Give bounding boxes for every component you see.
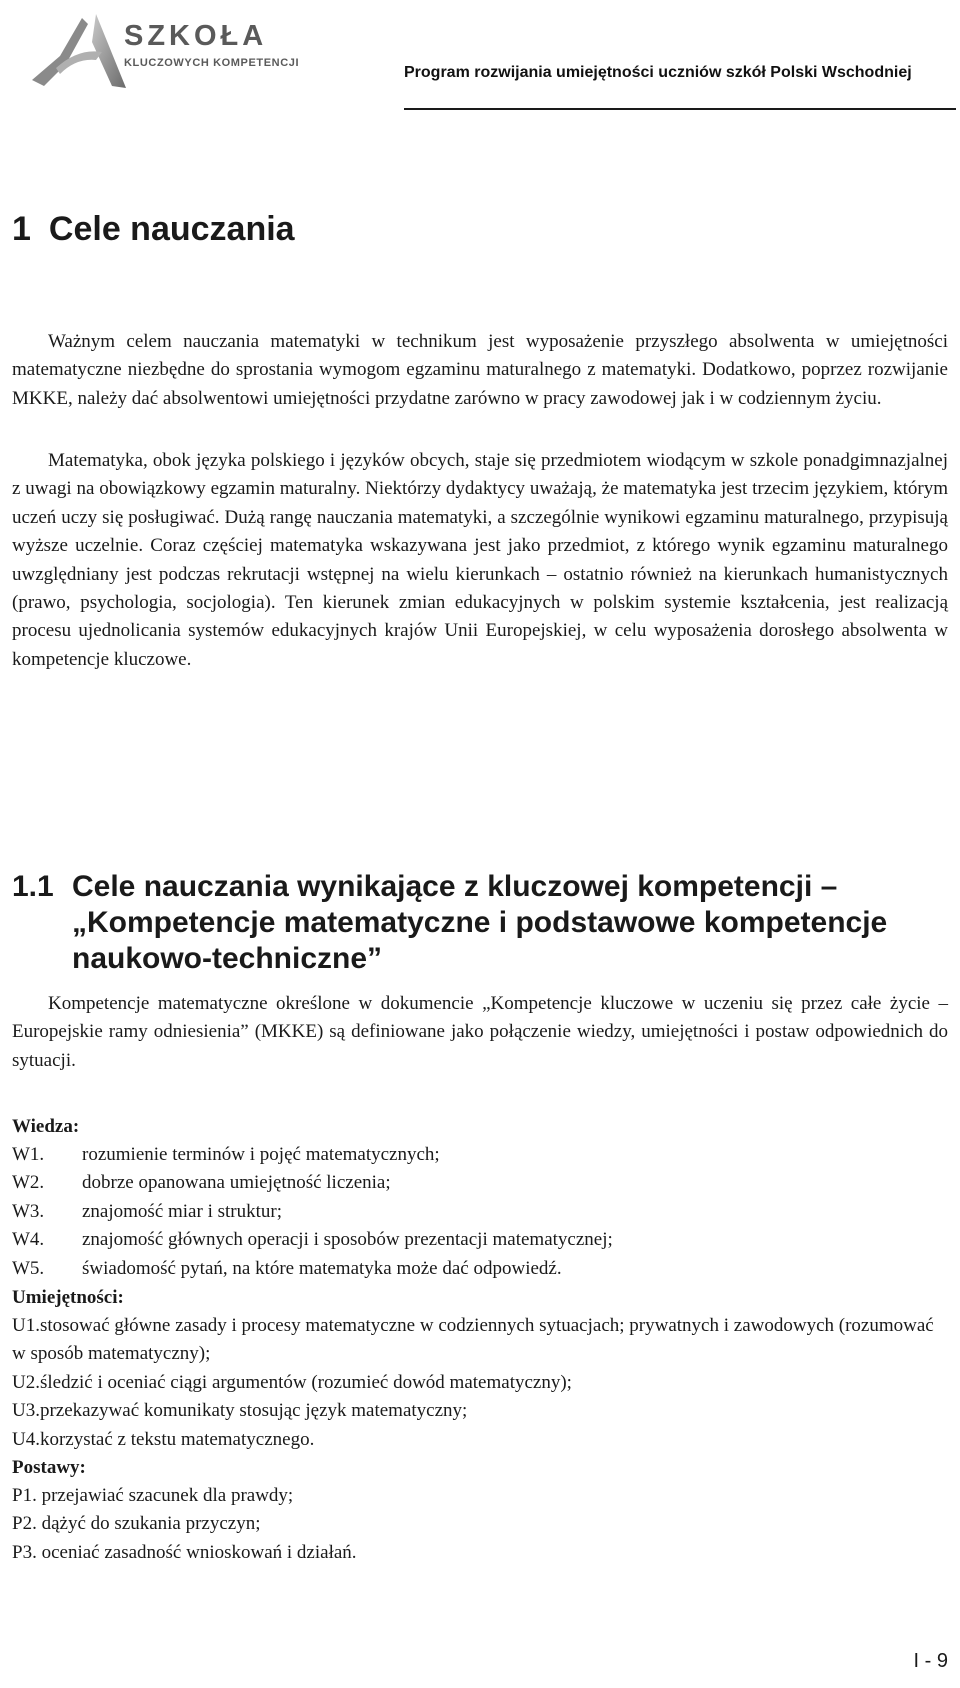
- item-code: U1.: [12, 1315, 40, 1336]
- section-1-1-number: 1.1: [12, 870, 54, 903]
- section-1-1-intro: Kompetencje matematyczne określone w dokumencie „Kompetencje kluczowe w uczeniu się przez całe życie – Europejskie ramy odniesienia” (MKKE) są definiowane jako połączenie wiedzy, umiejętności i postaw odpowiednich do sytuacji.: [12, 993, 948, 1071]
- page-number: I - 9: [913, 1650, 948, 1672]
- item-text: przekazywać komunikaty stosując język matematyczny;: [39, 1400, 468, 1422]
- list-item: [12, 1482, 948, 1510]
- list-item: [12, 1426, 948, 1454]
- list-item: [12, 1539, 948, 1567]
- list-item: [12, 1169, 948, 1197]
- item-text: dążyć do szukania przyczyn;: [41, 1513, 261, 1535]
- item-text: śledzić i oceniać ciągi argumentów (rozumieć dowód matematyczny);: [39, 1371, 572, 1393]
- wiedza-label: Wiedza:: [12, 1116, 80, 1137]
- school-logo-icon: [26, 8, 130, 96]
- header-divider: [404, 108, 956, 110]
- item-code: P2.: [12, 1513, 37, 1535]
- umiejetnosci-list: [12, 1312, 948, 1454]
- item-text: korzystać z tekstu matematycznego.: [39, 1428, 315, 1450]
- list-item: [12, 1397, 948, 1425]
- item-text: rozumienie terminów i pojęć matematycznych;: [82, 1144, 440, 1165]
- postawy-label: Postawy:: [12, 1457, 86, 1478]
- item-code: W3.: [12, 1200, 45, 1222]
- item-code: W1.: [12, 1144, 45, 1165]
- item-code: P1.: [12, 1485, 37, 1506]
- item-code: W2.: [12, 1172, 45, 1194]
- item-code: U2.: [12, 1371, 40, 1393]
- list-item: [12, 1198, 948, 1226]
- item-text: znajomość głównych operacji i sposobów prezentacji matematycznej;: [82, 1229, 613, 1251]
- list-item: [12, 1226, 948, 1254]
- item-text: stosować główne zasady i procesy matematyczne w codziennych sytuacjach; prywatnych i zawodowych (rozumować w sposób matematyczny);: [12, 1315, 934, 1365]
- section-1-1-title: Cele nauczania wynikające z kluczowej kompetencji – „Kompetencje matematyczne i podstawowe kompetencje naukowo-techniczne”: [72, 870, 888, 975]
- item-text: oceniać zasadność wnioskowań i działań.: [41, 1541, 357, 1563]
- section-1-heading: [12, 210, 295, 249]
- item-code: P3.: [12, 1541, 37, 1563]
- brand-subtitle: KLUCZOWYCH KOMPETENCJI: [124, 57, 300, 69]
- postawy-list: [12, 1482, 948, 1567]
- section-1-title: Cele nauczania: [48, 210, 295, 248]
- wiedza-list: [12, 1141, 948, 1283]
- section-1-paragraph-1: Ważnym celem nauczania matematyki w technikum jest wyposażenie przyszłego absolwenta w umiejętności matematyczne niezbędne do sprostania wymogom egzaminu maturalnego z matematyki. Dodatkowo, poprzez rozwijanie MKKE, należy dać absolwentowi umiejętności przydatne zarówno w pracy zawodowej jak i w codziennym życiu.: [12, 331, 948, 409]
- item-code: U3.: [12, 1400, 40, 1422]
- list-item: [12, 1510, 948, 1538]
- item-code: W4.: [12, 1229, 45, 1251]
- item-text: przejawiać szacunek dla prawdy;: [41, 1485, 294, 1506]
- section-1-number: 1: [12, 210, 31, 248]
- item-code: U4.: [12, 1428, 40, 1450]
- item-text: świadomość pytań, na które matematyka może dać odpowiedź.: [82, 1257, 562, 1279]
- list-item: [12, 1141, 948, 1169]
- item-text: znajomość miar i struktur;: [82, 1200, 282, 1222]
- item-text: dobrze opanowana umiejętność liczenia;: [82, 1172, 391, 1194]
- section-1-paragraph-2: Matematyka, obok języka polskiego i języków obcych, staje się przedmiotem wiodącym w szkole ponadgimnazjalnej z uwagi na obowiązkowy egzamin maturalny. Niektórzy dydaktycy uważają, że matematyka jest trzecim językiem, którym uczeń uczy się posługiwać. Dużą rangę nauczania matematyki, a szczególnie wynikowi egzaminu maturalnego, przypisują wyższe uczelnie. Coraz częściej matematyka wskazywana jest jako przedmiot, z którego wynik egzaminu maturalnego uwzględniany jest podczas rekrutacji wstępnej na wielu kierunkach – ostatnio również na kierunkach humanistycznych (prawo, psychologia, socjologia). Ten kierunek zmian edukacyjnych w polskim systemie kształcenia, jest realizacją procesu ujednolicania systemów edukacyjnych krajów Unii Europejskiej, w celu wyposażenia dorosłego absolwenta w kompetencje kluczowe.: [12, 450, 948, 670]
- item-code: W5.: [12, 1257, 45, 1279]
- brand-title: SZKOŁA: [124, 20, 268, 52]
- list-item: [12, 1369, 948, 1397]
- program-title: Program rozwijania umiejętności uczniów szkół Polski Wschodniej: [404, 64, 912, 81]
- list-item: [12, 1312, 948, 1369]
- page-header: [0, 0, 960, 112]
- list-item: [12, 1255, 948, 1283]
- umiejetnosci-label: Umiejętności:: [12, 1287, 124, 1308]
